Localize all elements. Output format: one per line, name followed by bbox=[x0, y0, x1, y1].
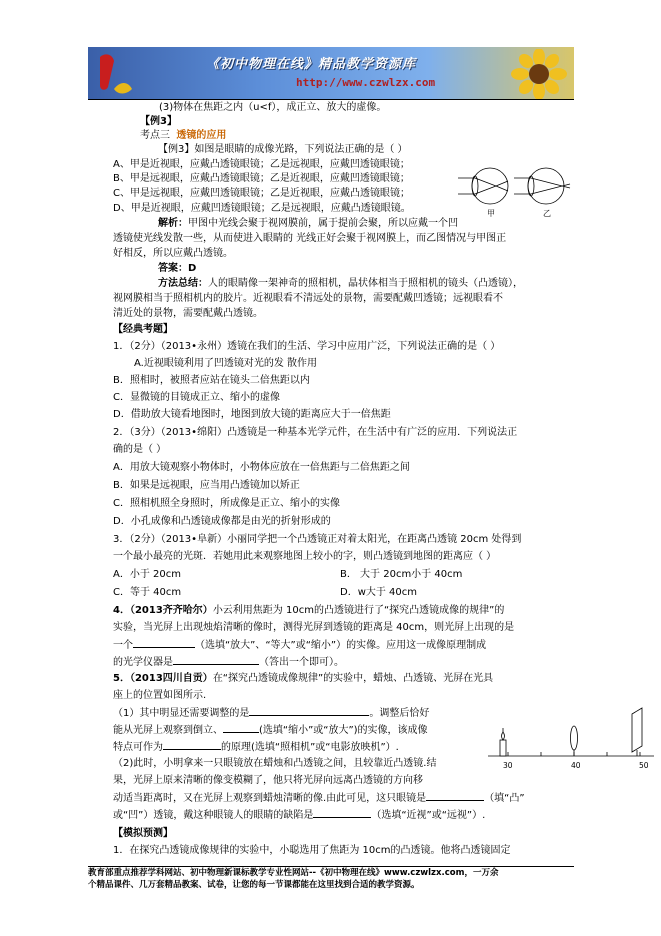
q4-line-4b: （答出一个即可）。 bbox=[259, 657, 344, 668]
analysis-text: 甲图中光线会聚于视网膜前，属于提前会聚，所以应戴一个凹 bbox=[188, 218, 458, 229]
summary-label: 方法总结： bbox=[158, 278, 208, 289]
q4-line-3 bbox=[113, 638, 486, 652]
mock-question-1: 1．在探究凸透镜成像规律的实验中，小聪选用了焦距为 10cm的凸透镜。他将凸透镜固定 bbox=[113, 845, 511, 856]
question-1: 1．（2分）（2013•永州）透镜在我们的生活、学习中应用广泛，下列说法正确的是（ ） bbox=[113, 341, 501, 352]
q5-line-4 bbox=[113, 723, 428, 737]
q5-blank-5[interactable] bbox=[313, 808, 371, 818]
answer-value: D bbox=[188, 263, 197, 274]
q5-line-7: 果，光屏上原来清晰的像变模糊了，他只将光屏向远离凸透镜的方向移 bbox=[113, 775, 423, 786]
q1-option-b: B．照相时，被照者应站在镜头二倍焦距以内 bbox=[113, 375, 310, 386]
text-line: (3)物体在焦距之内（u<f），成正立、放大的虚像。 bbox=[159, 102, 387, 113]
q2-option-c: C．照相机照全身照时，所成像是正立、缩小的实像 bbox=[113, 498, 340, 509]
q4-blank-1[interactable] bbox=[133, 638, 195, 648]
q4-line-4 bbox=[113, 655, 344, 669]
analysis-line bbox=[158, 217, 458, 230]
section-heading bbox=[140, 129, 226, 142]
q5-blank-3[interactable] bbox=[163, 740, 221, 750]
mock-heading: 【模拟预测】 bbox=[113, 828, 173, 839]
section-prefix: 考点三 bbox=[140, 130, 170, 141]
eye-label-a: 甲 bbox=[487, 209, 495, 218]
bench-tick-30: 30 bbox=[503, 761, 513, 770]
footer-line-1: 教育部重点推荐学科网站、初中物理新课标教学专业性网站--《初中物理在线》www.czwlzx.com，一万余 bbox=[88, 868, 499, 878]
classic-questions-heading: 【经典考题】 bbox=[113, 324, 173, 335]
q3-option-c: C．等于 40cm bbox=[113, 587, 182, 598]
q5-line-6: （2)此时，小明拿来一只眼镜放在蜡烛和凸透镜之间，且较靠近凸透镜.结 bbox=[113, 758, 437, 769]
q5-blank-2[interactable] bbox=[223, 723, 259, 733]
q1-option-a: A.近视眼镜利用了凹透镜对光的发 散作用 bbox=[134, 358, 318, 369]
bench-tick-40: 40 bbox=[571, 761, 581, 770]
q5-source: （2013四川自贡） bbox=[129, 673, 213, 684]
analysis-label: 解析： bbox=[158, 218, 188, 229]
q5-line-8 bbox=[113, 791, 525, 805]
footer-line-2: 个精品课件、几万套精品教案、试卷，让您的每一节课都能在这里找到合适的教学资源。 bbox=[88, 880, 420, 890]
question-5: 5．（2013四川自贡）在“探究凸透镜成像规律”的实验中，蜡烛、凸透镜、光屏在光具 bbox=[113, 673, 494, 684]
q4-source: （2013齐齐哈尔） bbox=[129, 605, 213, 616]
option-c: C、甲是远视眼，应戴凹透镜眼镜；乙是近视眼，应戴凸透镜眼镜； bbox=[113, 188, 410, 199]
q5-line-3b: 。调整后恰好 bbox=[369, 708, 430, 719]
q4-text: 小云利用焦距为 10cm的凸透镜进行了“探究凸透镜成像的规律”的 bbox=[212, 605, 505, 616]
q5-blank-4[interactable] bbox=[426, 791, 484, 801]
q4-line-2: 实验，当光屏上出现烛焰清晰的像时，测得光屏到透镜的距离是 40cm，则光屏上出现的是 bbox=[113, 622, 515, 633]
example-label: 【例3】 bbox=[140, 116, 177, 127]
q1-option-c: C．显微镜的目镜成正立、缩小的虚像 bbox=[113, 392, 280, 403]
q3-option-d: D．w大于 40cm bbox=[340, 587, 418, 598]
question-3: 3．（2分）（2013•阜新）小丽同学把一个凸透镜正对着太阳光，在距离凸透镜 20cm 处得到 bbox=[113, 534, 522, 545]
answer-label: 答案： bbox=[158, 263, 188, 274]
bench-tick-50: 50 bbox=[639, 761, 649, 770]
q3-option-a: A．小于 20cm bbox=[113, 569, 181, 580]
section-topic: 透镜的应用 bbox=[176, 130, 227, 141]
text-line: 好相反，所以应戴凸透镜。 bbox=[113, 248, 233, 259]
q5-text: 在“探究凸透镜成像规律”的实验中，蜡烛、凸透镜、光屏在光具 bbox=[212, 673, 494, 684]
eye-label-b: 乙 bbox=[543, 209, 551, 218]
q5-line-5a: 特点可作为 bbox=[113, 742, 163, 753]
banner-url[interactable]: http://www.czwlzx.com bbox=[296, 76, 436, 89]
q4-line-3b: （选填“放大”、“等大”或“缩小”）的实像。应用这一成像原理制成 bbox=[195, 640, 487, 651]
summary-text: 人的眼睛像一架神奇的照相机，晶状体相当于照相机的镜头（凸透镜）， bbox=[208, 278, 523, 289]
q3-option-b: B． 大于 20cm小于 40cm bbox=[340, 569, 463, 580]
q4-line-4a: 的光学仪器是 bbox=[113, 657, 173, 668]
answer-line bbox=[158, 262, 196, 275]
sunflower-icon bbox=[508, 49, 570, 99]
q5-line-5b: 的原理(选填“照相机”或“电影放映机”）. bbox=[221, 742, 399, 753]
q4-line-3a: 一个 bbox=[113, 640, 133, 651]
option-b: B、甲是远视眼，应戴凸透镜眼镜；乙是近视眼，应戴凹透镜眼镜； bbox=[113, 173, 410, 184]
q2-option-d: D．小孔成像和凸透镜成像都是由光的折射形成的 bbox=[113, 516, 331, 527]
site-logo-icon bbox=[94, 51, 136, 95]
q1-option-d: D．借助放大镜看地图时，地图到放大镜的距离应大于一倍焦距 bbox=[113, 409, 391, 420]
eye-diagram bbox=[458, 158, 578, 220]
q5-line-9 bbox=[113, 808, 485, 822]
q5-line-4b: (选填“缩小”或“放大”)的实像，该成像 bbox=[259, 725, 428, 736]
example-question: 【例3】如图是眼睛的成像光路，下列说法正确的是（ ） bbox=[158, 144, 408, 155]
q5-line-8a: 动适当距离时，又在光屏上观察到蜡烛清晰的像.由此可见，这只眼镜是 bbox=[113, 793, 427, 804]
q5-line-3 bbox=[113, 706, 429, 720]
summary-line bbox=[158, 277, 523, 290]
optical-bench-diagram bbox=[488, 698, 661, 772]
header-rule bbox=[88, 99, 574, 100]
banner-title: 《初中物理在线》精品教学资源库 bbox=[206, 57, 417, 72]
text-line: 透镜使光线发散一些，从而使进入眼睛的 光线正好会聚于视网膜上，而乙图情况与甲图正 bbox=[113, 233, 507, 244]
q2-option-a: A．用放大镜观察小物体时，小物体应放在一倍焦距与二倍焦距之间 bbox=[113, 462, 410, 473]
q5-line-4a: 能从光屏上观察到倒立、 bbox=[113, 725, 223, 736]
q5-line-3a: （1）其中明显还需要调整的是 bbox=[113, 708, 250, 719]
text-line: 视网膜相当于照相机内的胶片。近视眼看不清远处的景物，需要配戴凹透镜；远视眼看不 bbox=[113, 293, 503, 304]
option-a: A、甲是近视眼，应戴凸透镜眼镜；乙是远视眼，应戴凹透镜眼镜； bbox=[113, 159, 410, 170]
q5-line-5 bbox=[113, 740, 399, 754]
q5-line-8b: （填“凸” bbox=[484, 793, 525, 804]
question-2: 2．（3分）（2013•绵阳）凸透镜是一种基本光学元件，在生活中有广泛的应用．下列说法正 bbox=[113, 427, 518, 438]
question-4: 4．（2013齐齐哈尔）小云利用焦距为 10cm的凸透镜进行了“探究凸透镜成像的规律”的 bbox=[113, 605, 505, 616]
text-line: 清近处的景物，需要配戴凸透镜。 bbox=[113, 308, 263, 319]
question-2-cont: 确的是（ ） bbox=[113, 444, 167, 455]
q5-line-2: 座上的位置如图所示. bbox=[113, 690, 207, 701]
header-banner bbox=[88, 47, 574, 99]
q2-option-b: B．如果是远视眼，应当用凸透镜加以矫正 bbox=[113, 480, 300, 491]
q5-line-9a: 或“凹”）透镜，戴这种眼镜人的眼睛的缺陷是 bbox=[113, 810, 314, 821]
q5-line-9b: （选填“近视”或“远视”）. bbox=[371, 810, 486, 821]
q5-blank-1[interactable] bbox=[249, 706, 369, 716]
question-3-cont: 一个最小最亮的光斑．若她用此来观察地图上较小的字，则凸透镜到地图的距离应（ ） bbox=[113, 551, 497, 562]
option-d: D、甲是近视眼，应戴凹透镜眼镜；乙是远视眼，应戴凸透镜眼镜。 bbox=[113, 203, 411, 214]
q4-blank-2[interactable] bbox=[173, 655, 259, 665]
